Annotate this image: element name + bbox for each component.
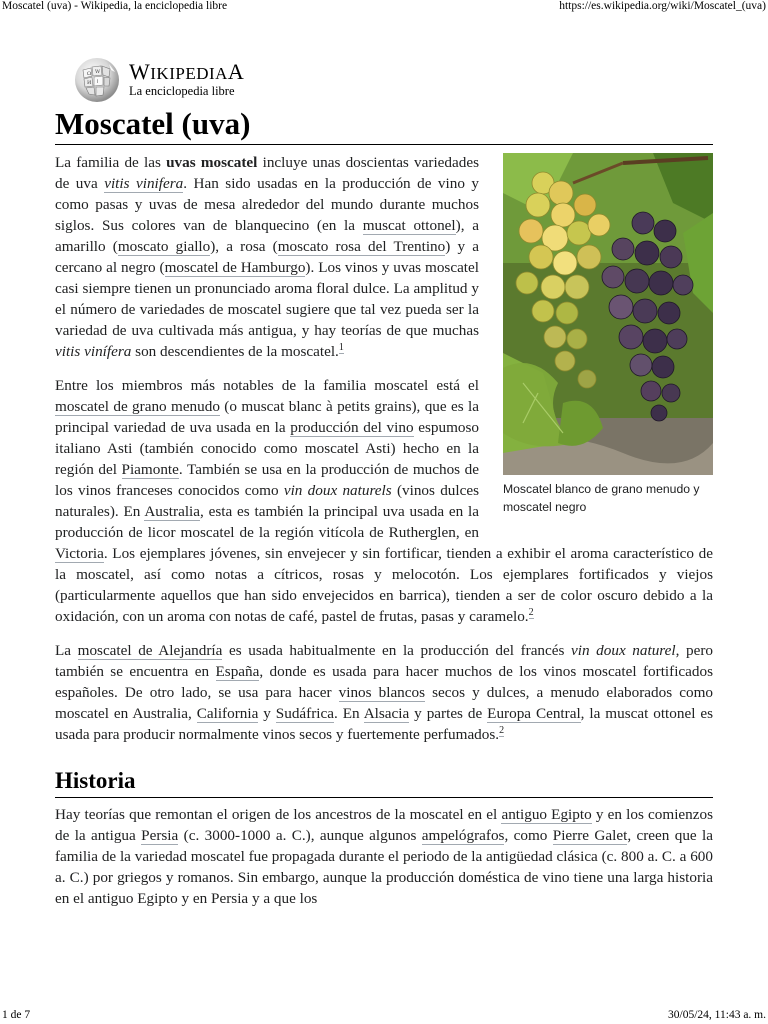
link-moscato-rosa[interactable]: moscato rosa del Trentino xyxy=(277,238,446,255)
link-persia[interactable]: Persia xyxy=(141,827,179,844)
text: La familia de las xyxy=(55,154,167,171)
link-piamonte[interactable]: Piamonte xyxy=(121,461,179,478)
italic-term: vin doux naturels xyxy=(283,482,392,499)
text: , pero también se encuentra en xyxy=(55,642,713,680)
grape-photo xyxy=(503,153,713,475)
reference-link[interactable]: 1 xyxy=(338,341,344,353)
text: . En xyxy=(334,705,364,722)
article-body xyxy=(55,152,713,909)
text: (o muscat blanc à petits grains), que es la principal variedad de uva usada en la xyxy=(55,398,479,436)
wikipedia-tagline: La enciclopedia libre xyxy=(129,84,235,98)
link-ampelografos[interactable]: ampelógrafos xyxy=(421,827,505,844)
print-header xyxy=(0,0,768,14)
text: incluye unas doscientas variedades de uva xyxy=(55,154,479,192)
bold-term: uvas moscatel xyxy=(166,154,258,171)
text: , como xyxy=(504,827,553,844)
text: es usada habitualmente en la producción del francés xyxy=(222,642,572,659)
wordmark-letter-w: W xyxy=(129,59,151,84)
reference-link[interactable]: 2 xyxy=(499,724,505,736)
print-url: https://es.wikipedia.org/wiki/Moscatel_(uva) xyxy=(559,0,766,12)
link-vitis-vinifera[interactable] xyxy=(104,175,183,193)
svg-text:И: И xyxy=(87,80,92,86)
paragraph-alejandria xyxy=(55,640,713,745)
svg-text:W: W xyxy=(95,69,101,75)
text: y partes de xyxy=(409,705,488,722)
text: , la muscat ottonel es usada para producir normalmente vinos secos y fuertemente perfumados. xyxy=(55,705,714,743)
text: espumoso italiano Asti (también conocido como moscatel Asti) hecho en la región del xyxy=(55,419,480,478)
text: secos y dulces, a menudo elaborados como moscatel en Australia, xyxy=(55,684,713,722)
text: , creen que la familia de la variedad moscatel fue propagada durante el periodo de la antigüedad clásica (c. 800 a. C. a 600 a. C.) por griegos y romanos. Sin embargo, aunque la producción doméstica de vino tiene una larga historia en el antiguo Egipto y en Persia y a que los xyxy=(55,827,714,907)
link-moscatel-hamburgo[interactable]: moscatel de Hamburgo xyxy=(164,259,306,276)
print-datetime: 30/05/24, 11:43 a. m. xyxy=(668,1009,766,1021)
figure-caption: Moscatel blanco de grano menudo y moscatel negro xyxy=(503,482,700,514)
svg-text:ا: ا xyxy=(97,79,99,85)
text: (c. 3000-1000 a. C.), aunque algunos xyxy=(178,827,422,844)
wordmark-middle: IKIPEDIA xyxy=(150,64,228,83)
text: ), a amarillo ( xyxy=(55,217,479,255)
text: La xyxy=(55,642,78,659)
link-australia[interactable]: Australia xyxy=(144,503,200,520)
link-alsacia[interactable]: Alsacia xyxy=(363,705,410,722)
text: y en los comienzos de la antigua xyxy=(55,806,713,844)
print-page-title: Moscatel (uva) - Wikipedia, la enciclopedia libre xyxy=(2,0,228,12)
grape-figure xyxy=(503,153,713,516)
text: ). Los vinos y uvas moscatel casi siempre tienen un pronunciado aroma floral dulce. La amplitud y el número de variedades de moscatel sugiere que tal vez pueda ser la variedad de uva cultivada más antigua, y hay teorías de que muchas xyxy=(55,259,479,339)
wikipedia-logo[interactable] xyxy=(55,56,713,106)
link-grano-menudo[interactable]: moscatel de grano menudo xyxy=(55,398,220,415)
wikipedia-globe-icon xyxy=(73,56,121,104)
link-pierre-galet[interactable]: Pierre Galet xyxy=(552,827,628,844)
text: y xyxy=(258,705,276,722)
wordmark-letter-a: A xyxy=(227,59,245,84)
reference-link[interactable]: 2 xyxy=(528,606,534,618)
link-vinos-blancos[interactable]: vinos blancos xyxy=(338,684,426,701)
text: Entre los miembros más notables de la familia moscatel está el xyxy=(55,377,479,394)
text: , donde es usada para hacer muchos de los vinos moscatel fortificados españoles. De otro lado, se usa para hacer xyxy=(55,663,713,701)
link-muscat-ottonel[interactable]: muscat ottonel xyxy=(362,217,456,234)
paragraph-historia xyxy=(55,804,713,909)
section-heading-historia: Historia xyxy=(55,767,713,798)
print-footer xyxy=(0,1008,768,1024)
wikipedia-wordmark xyxy=(129,61,244,85)
link-espana[interactable]: España xyxy=(215,663,260,680)
link-victoria[interactable]: Victoria xyxy=(55,545,104,562)
text: . Los ejemplares jóvenes, sin envejecer y sin fortificar, tienden a exhibir el aroma característico de la moscatel, así como notas a cítricos, rosas y melocotón. Los ejemplares fortificados y viejos (particularmente aquellos que han sido envejecidos en barrica), tienden a ser de color oscuro debido a la oxidación, con un aroma con notas de café, pastel de frutas, pasas y caramelo. xyxy=(55,545,713,625)
link-moscatel-alejandria[interactable]: moscatel de Alejandría xyxy=(77,642,223,659)
link-moscato-giallo[interactable]: moscato giallo xyxy=(117,238,211,255)
link-antiguo-egipto[interactable]: antiguo Egipto xyxy=(501,806,592,823)
page-title: Moscatel (uva) xyxy=(55,106,713,145)
text: ) y a cercano al negro ( xyxy=(55,238,479,276)
text: Hay teorías que remontan el origen de los ancestros de la moscatel en el xyxy=(55,806,502,823)
text: . Han sido usadas en la producción de vino y como pasas y uvas de mesa alrededor del mundo durante muchos siglos. Sus colores van de blanquecino (en la xyxy=(55,175,479,234)
link-sudafrica[interactable]: Sudáfrica xyxy=(275,705,334,722)
article-page xyxy=(55,56,713,922)
italic-term: vitis vinífera xyxy=(55,343,132,360)
text: (vinos dulces naturales). En xyxy=(55,482,479,520)
link-california[interactable]: California xyxy=(196,705,259,722)
text: , esta es también la principal uva usada en la producción de licor moscatel de la región vitícola de Rutherglen, en xyxy=(55,503,479,541)
link-europa-central[interactable]: Europa Central xyxy=(487,705,581,722)
text: ), a rosa ( xyxy=(210,238,278,255)
text: . También se usa en la producción de muchos de los vinos franceses conocidos como xyxy=(55,461,479,499)
reference[interactable] xyxy=(499,725,504,737)
reference[interactable] xyxy=(529,607,534,619)
reference[interactable] xyxy=(339,342,344,354)
svg-text:Ω: Ω xyxy=(87,71,92,77)
italic-term: vin doux naturel xyxy=(571,642,676,659)
text: son descendientes de la moscatel. xyxy=(131,343,339,360)
link-produccion-vino[interactable]: producción del vino xyxy=(290,419,414,436)
link-text: vitis vinifera xyxy=(104,175,184,192)
page-number: 1 de 7 xyxy=(2,1009,31,1021)
